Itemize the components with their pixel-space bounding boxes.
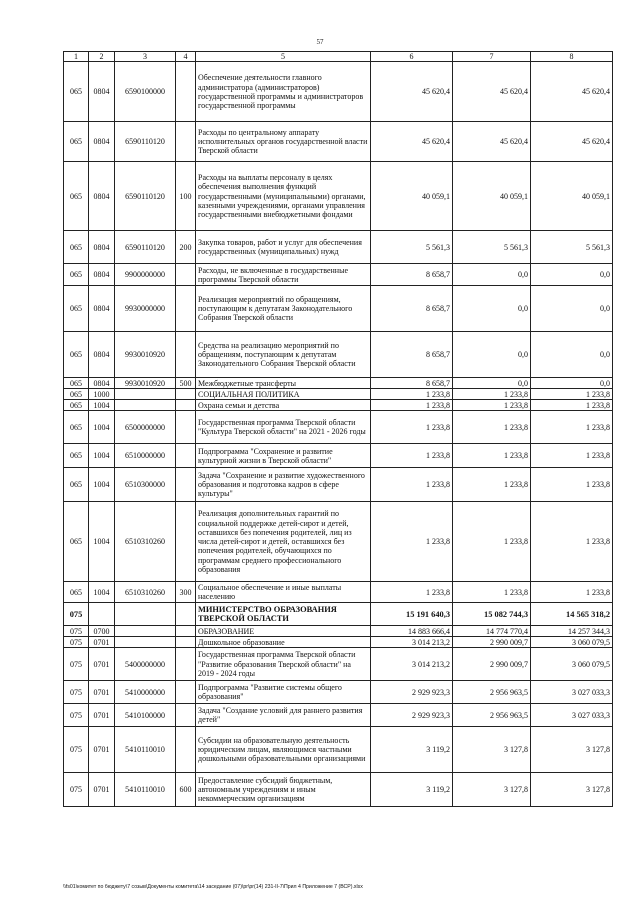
amount-year2-cell: 14 774 770,4 bbox=[453, 626, 531, 637]
expense-type-cell: 500 bbox=[176, 378, 196, 389]
description-cell: Задача "Создание условий для раннего развития детей" bbox=[196, 704, 371, 727]
section-code-cell: 0804 bbox=[89, 264, 115, 286]
table-row bbox=[64, 62, 613, 122]
amount-year3-cell: 0,0 bbox=[531, 286, 613, 332]
table-row bbox=[64, 637, 613, 648]
description-cell: Обеспечение деятельности главного администратора (администраторов) государственной программы и администраторов государственной программы bbox=[196, 62, 371, 122]
file-path-footer: \\fs01\комитет по бюджету\7 созыв\Документы комитета\14 заседание (07)\pr\pr(14) 231-II-7\Прил 4 Приложение 7 (ВСР).xlsx bbox=[63, 884, 363, 890]
amount-year1-cell: 45 620,4 bbox=[371, 62, 453, 122]
target-article-cell: 5410100000 bbox=[115, 704, 176, 727]
description-cell: Средства на реализацию мероприятий по обращениям, поступающим к депутатам Законодательного Собрания Тверской области bbox=[196, 332, 371, 378]
table-row bbox=[64, 704, 613, 727]
description-cell: ОБРАЗОВАНИЕ bbox=[196, 626, 371, 637]
amount-year3-cell: 1 233,8 bbox=[531, 582, 613, 603]
target-article-cell: 6590110120 bbox=[115, 231, 176, 264]
amount-year3-cell: 14 257 344,3 bbox=[531, 626, 613, 637]
description-cell: Расходы на выплаты персоналу в целях обеспечения выполнения функций государственными (муниципальными) органами, казенными учреждениями, органами управления государственными внебюджетными фондами bbox=[196, 162, 371, 231]
grbs-code-cell: 065 bbox=[64, 332, 89, 378]
table-row bbox=[64, 122, 613, 162]
column-number-row bbox=[64, 52, 613, 62]
amount-year1-cell: 8 658,7 bbox=[371, 332, 453, 378]
amount-year3-cell: 3 060 079,5 bbox=[531, 648, 613, 681]
amount-year2-cell: 1 233,8 bbox=[453, 389, 531, 400]
table-row bbox=[64, 468, 613, 502]
amount-year1-cell: 1 233,8 bbox=[371, 400, 453, 411]
expense-type-cell bbox=[176, 411, 196, 444]
amount-year3-cell: 14 565 318,2 bbox=[531, 603, 613, 626]
grbs-code-cell: 065 bbox=[64, 444, 89, 468]
amount-year2-cell: 3 127,8 bbox=[453, 773, 531, 807]
expense-type-cell bbox=[176, 603, 196, 626]
amount-year3-cell: 0,0 bbox=[531, 264, 613, 286]
section-code-cell: 0701 bbox=[89, 648, 115, 681]
amount-year2-cell: 5 561,3 bbox=[453, 231, 531, 264]
amount-year3-cell: 1 233,8 bbox=[531, 411, 613, 444]
target-article-cell bbox=[115, 626, 176, 637]
grbs-code-cell: 075 bbox=[64, 626, 89, 637]
amount-year2-cell: 1 233,8 bbox=[453, 444, 531, 468]
amount-year1-cell: 40 059,1 bbox=[371, 162, 453, 231]
target-article-cell bbox=[115, 637, 176, 648]
amount-year3-cell: 1 233,8 bbox=[531, 502, 613, 582]
amount-year2-cell: 1 233,8 bbox=[453, 582, 531, 603]
grbs-code-cell: 065 bbox=[64, 286, 89, 332]
amount-year2-cell: 2 990 009,7 bbox=[453, 637, 531, 648]
description-cell: МИНИСТЕРСТВО ОБРАЗОВАНИЯ ТВЕРСКОЙ ОБЛАСТИ bbox=[196, 603, 371, 626]
target-article-cell: 6590110120 bbox=[115, 122, 176, 162]
description-cell: Реализация дополнительных гарантий по социальной поддержке детей-сирот и детей, оставшихся без попечения родителей, лиц из числа детей-сирот и детей, оставшихся без попечения родителей, обучающихся по программам среднего профессионального образования bbox=[196, 502, 371, 582]
col-header: 2 bbox=[89, 52, 115, 62]
amount-year1-cell: 15 191 640,3 bbox=[371, 603, 453, 626]
col-header: 1 bbox=[64, 52, 89, 62]
table-row bbox=[64, 648, 613, 681]
target-article-cell: 5400000000 bbox=[115, 648, 176, 681]
table-row bbox=[64, 603, 613, 626]
description-cell: СОЦИАЛЬНАЯ ПОЛИТИКА bbox=[196, 389, 371, 400]
amount-year3-cell: 5 561,3 bbox=[531, 231, 613, 264]
amount-year1-cell: 8 658,7 bbox=[371, 286, 453, 332]
description-cell: Межбюджетные трансферты bbox=[196, 378, 371, 389]
grbs-code-cell: 065 bbox=[64, 411, 89, 444]
grbs-code-cell: 065 bbox=[64, 264, 89, 286]
expense-type-cell bbox=[176, 332, 196, 378]
expense-type-cell: 600 bbox=[176, 773, 196, 807]
section-code-cell: 1004 bbox=[89, 582, 115, 603]
amount-year1-cell: 3 014 213,2 bbox=[371, 637, 453, 648]
table-row bbox=[64, 378, 613, 389]
description-cell: Задача "Сохранение и развитие художественного образования и подготовка кадров в сфере культуры" bbox=[196, 468, 371, 502]
col-header: 3 bbox=[115, 52, 176, 62]
target-article-cell: 6590100000 bbox=[115, 62, 176, 122]
amount-year1-cell: 1 233,8 bbox=[371, 502, 453, 582]
section-code-cell: 0701 bbox=[89, 727, 115, 773]
expense-type-cell bbox=[176, 400, 196, 411]
table-row bbox=[64, 502, 613, 582]
amount-year1-cell: 3 014 213,2 bbox=[371, 648, 453, 681]
amount-year1-cell: 8 658,7 bbox=[371, 378, 453, 389]
expense-type-cell: 200 bbox=[176, 231, 196, 264]
amount-year2-cell: 0,0 bbox=[453, 286, 531, 332]
grbs-code-cell: 065 bbox=[64, 468, 89, 502]
section-code-cell: 0804 bbox=[89, 122, 115, 162]
expense-type-cell bbox=[176, 122, 196, 162]
section-code-cell: 0701 bbox=[89, 773, 115, 807]
description-cell: Подпрограмма "Развитие системы общего образования" bbox=[196, 681, 371, 704]
grbs-code-cell: 075 bbox=[64, 603, 89, 626]
target-article-cell: 6510310260 bbox=[115, 502, 176, 582]
target-article-cell: 9930000000 bbox=[115, 286, 176, 332]
amount-year3-cell: 3 060 079,5 bbox=[531, 637, 613, 648]
col-header: 8 bbox=[531, 52, 613, 62]
table-row bbox=[64, 626, 613, 637]
section-code-cell: 0804 bbox=[89, 378, 115, 389]
amount-year3-cell: 40 059,1 bbox=[531, 162, 613, 231]
grbs-code-cell: 075 bbox=[64, 648, 89, 681]
section-code-cell: 0804 bbox=[89, 62, 115, 122]
grbs-code-cell: 065 bbox=[64, 389, 89, 400]
table-row bbox=[64, 727, 613, 773]
expense-type-cell bbox=[176, 62, 196, 122]
target-article-cell: 5410110010 bbox=[115, 773, 176, 807]
amount-year2-cell: 1 233,8 bbox=[453, 411, 531, 444]
section-code-cell bbox=[89, 603, 115, 626]
amount-year1-cell: 1 233,8 bbox=[371, 389, 453, 400]
expense-type-cell bbox=[176, 444, 196, 468]
amount-year1-cell: 2 929 923,3 bbox=[371, 681, 453, 704]
amount-year2-cell: 45 620,4 bbox=[453, 62, 531, 122]
target-article-cell bbox=[115, 389, 176, 400]
amount-year1-cell: 8 658,7 bbox=[371, 264, 453, 286]
grbs-code-cell: 075 bbox=[64, 773, 89, 807]
section-code-cell: 0804 bbox=[89, 332, 115, 378]
amount-year2-cell: 2 956 963,5 bbox=[453, 704, 531, 727]
amount-year2-cell: 0,0 bbox=[453, 378, 531, 389]
expense-type-cell bbox=[176, 681, 196, 704]
expense-type-cell bbox=[176, 727, 196, 773]
amount-year1-cell: 3 119,2 bbox=[371, 773, 453, 807]
expense-type-cell bbox=[176, 626, 196, 637]
section-code-cell: 0804 bbox=[89, 286, 115, 332]
target-article-cell bbox=[115, 603, 176, 626]
expense-type-cell bbox=[176, 286, 196, 332]
amount-year2-cell: 15 082 744,3 bbox=[453, 603, 531, 626]
section-code-cell: 0804 bbox=[89, 162, 115, 231]
expense-type-cell: 300 bbox=[176, 582, 196, 603]
target-article-cell: 6590110120 bbox=[115, 162, 176, 231]
description-cell: Государственная программа Тверской области "Развитие образования Тверской области" на 2019 - 2024 годы bbox=[196, 648, 371, 681]
amount-year3-cell: 3 027 033,3 bbox=[531, 681, 613, 704]
grbs-code-cell: 065 bbox=[64, 378, 89, 389]
amount-year3-cell: 0,0 bbox=[531, 378, 613, 389]
target-article-cell bbox=[115, 400, 176, 411]
amount-year2-cell: 2 956 963,5 bbox=[453, 681, 531, 704]
table-row bbox=[64, 773, 613, 807]
description-cell: Дошкольное образование bbox=[196, 637, 371, 648]
amount-year2-cell: 3 127,8 bbox=[453, 727, 531, 773]
table-row bbox=[64, 681, 613, 704]
description-cell: Закупка товаров, работ и услуг для обеспечения государственных (муниципальных) нужд bbox=[196, 231, 371, 264]
table-body bbox=[64, 62, 613, 807]
section-code-cell: 0701 bbox=[89, 681, 115, 704]
target-article-cell: 6510310260 bbox=[115, 582, 176, 603]
target-article-cell: 9900000000 bbox=[115, 264, 176, 286]
amount-year1-cell: 14 883 666,4 bbox=[371, 626, 453, 637]
table-row bbox=[64, 264, 613, 286]
description-cell: Государственная программа Тверской области "Культура Тверской области" на 2021 - 2026 годы bbox=[196, 411, 371, 444]
table-row bbox=[64, 411, 613, 444]
amount-year3-cell: 3 127,8 bbox=[531, 727, 613, 773]
amount-year2-cell: 1 233,8 bbox=[453, 502, 531, 582]
amount-year3-cell: 1 233,8 bbox=[531, 389, 613, 400]
section-code-cell: 1004 bbox=[89, 411, 115, 444]
grbs-code-cell: 075 bbox=[64, 704, 89, 727]
col-header: 7 bbox=[453, 52, 531, 62]
budget-table bbox=[63, 51, 613, 807]
section-code-cell: 1004 bbox=[89, 468, 115, 502]
amount-year1-cell: 5 561,3 bbox=[371, 231, 453, 264]
amount-year3-cell: 1 233,8 bbox=[531, 468, 613, 502]
col-header: 5 bbox=[196, 52, 371, 62]
description-cell: Расходы, не включенные в государственные программы Тверской области bbox=[196, 264, 371, 286]
amount-year1-cell: 1 233,8 bbox=[371, 411, 453, 444]
page-number: 57 bbox=[316, 38, 324, 46]
section-code-cell: 0701 bbox=[89, 704, 115, 727]
expense-type-cell bbox=[176, 389, 196, 400]
table-row bbox=[64, 231, 613, 264]
target-article-cell: 9930010920 bbox=[115, 378, 176, 389]
grbs-code-cell: 065 bbox=[64, 162, 89, 231]
grbs-code-cell: 065 bbox=[64, 122, 89, 162]
col-header: 4 bbox=[176, 52, 196, 62]
description-cell: Предоставление субсидий бюджетным, автономным учреждениям и иным некоммерческим организациям bbox=[196, 773, 371, 807]
amount-year2-cell: 1 233,8 bbox=[453, 400, 531, 411]
grbs-code-cell: 075 bbox=[64, 681, 89, 704]
table-row bbox=[64, 400, 613, 411]
grbs-code-cell: 075 bbox=[64, 727, 89, 773]
col-header: 6 bbox=[371, 52, 453, 62]
target-article-cell: 6500000000 bbox=[115, 411, 176, 444]
expense-type-cell bbox=[176, 637, 196, 648]
table-row bbox=[64, 162, 613, 231]
section-code-cell: 1004 bbox=[89, 400, 115, 411]
amount-year1-cell: 45 620,4 bbox=[371, 122, 453, 162]
section-code-cell: 1004 bbox=[89, 502, 115, 582]
section-code-cell: 0804 bbox=[89, 231, 115, 264]
description-cell: Охрана семьи и детства bbox=[196, 400, 371, 411]
amount-year3-cell: 45 620,4 bbox=[531, 62, 613, 122]
expense-type-cell bbox=[176, 264, 196, 286]
expense-type-cell bbox=[176, 648, 196, 681]
section-code-cell: 1000 bbox=[89, 389, 115, 400]
target-article-cell: 5410110010 bbox=[115, 727, 176, 773]
target-article-cell: 6510000000 bbox=[115, 444, 176, 468]
expense-type-cell bbox=[176, 704, 196, 727]
target-article-cell: 6510300000 bbox=[115, 468, 176, 502]
grbs-code-cell: 065 bbox=[64, 62, 89, 122]
grbs-code-cell: 065 bbox=[64, 502, 89, 582]
amount-year1-cell: 3 119,2 bbox=[371, 727, 453, 773]
amount-year3-cell: 1 233,8 bbox=[531, 400, 613, 411]
grbs-code-cell: 065 bbox=[64, 400, 89, 411]
amount-year2-cell: 0,0 bbox=[453, 332, 531, 378]
amount-year3-cell: 0,0 bbox=[531, 332, 613, 378]
expense-type-cell bbox=[176, 502, 196, 582]
amount-year1-cell: 1 233,8 bbox=[371, 444, 453, 468]
amount-year2-cell: 1 233,8 bbox=[453, 468, 531, 502]
expense-type-cell bbox=[176, 468, 196, 502]
target-article-cell: 5410000000 bbox=[115, 681, 176, 704]
description-cell: Расходы по центральному аппарату исполнительных органов государственной власти Тверской области bbox=[196, 122, 371, 162]
table-row bbox=[64, 582, 613, 603]
amount-year1-cell: 1 233,8 bbox=[371, 582, 453, 603]
amount-year2-cell: 45 620,4 bbox=[453, 122, 531, 162]
grbs-code-cell: 075 bbox=[64, 637, 89, 648]
amount-year3-cell: 3 127,8 bbox=[531, 773, 613, 807]
section-code-cell: 0701 bbox=[89, 637, 115, 648]
section-code-cell: 0700 bbox=[89, 626, 115, 637]
table-row bbox=[64, 332, 613, 378]
amount-year2-cell: 2 990 009,7 bbox=[453, 648, 531, 681]
section-code-cell: 1004 bbox=[89, 444, 115, 468]
table-row bbox=[64, 444, 613, 468]
amount-year3-cell: 1 233,8 bbox=[531, 444, 613, 468]
table-row bbox=[64, 286, 613, 332]
description-cell: Субсидии на образовательную деятельность юридическим лицам, являющимся частными дошкольными образовательными организациями bbox=[196, 727, 371, 773]
amount-year2-cell: 0,0 bbox=[453, 264, 531, 286]
amount-year3-cell: 3 027 033,3 bbox=[531, 704, 613, 727]
amount-year1-cell: 2 929 923,3 bbox=[371, 704, 453, 727]
target-article-cell: 9930010920 bbox=[115, 332, 176, 378]
description-cell: Социальное обеспечение и иные выплаты населению bbox=[196, 582, 371, 603]
description-cell: Реализация мероприятий по обращениям, поступающим к депутатам Законодательного Собрания Тверской области bbox=[196, 286, 371, 332]
grbs-code-cell: 065 bbox=[64, 582, 89, 603]
table-row bbox=[64, 389, 613, 400]
amount-year2-cell: 40 059,1 bbox=[453, 162, 531, 231]
description-cell: Подпрограмма "Сохранение и развитие культурной жизни в Тверской области" bbox=[196, 444, 371, 468]
expense-type-cell: 100 bbox=[176, 162, 196, 231]
grbs-code-cell: 065 bbox=[64, 231, 89, 264]
amount-year1-cell: 1 233,8 bbox=[371, 468, 453, 502]
amount-year3-cell: 45 620,4 bbox=[531, 122, 613, 162]
